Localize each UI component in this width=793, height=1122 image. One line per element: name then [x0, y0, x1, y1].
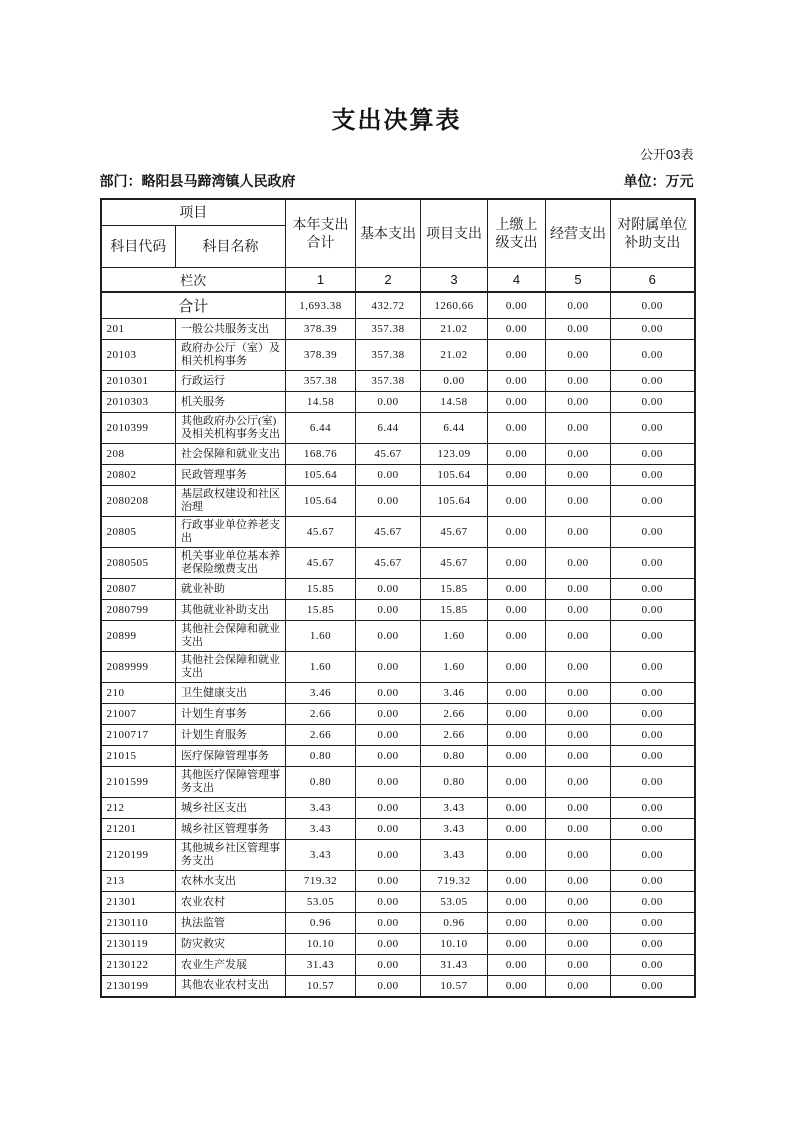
row-value-cell: 0.00	[546, 392, 611, 413]
row-value-cell: 0.00	[488, 798, 546, 819]
row-value-cell: 0.00	[488, 579, 546, 600]
row-value-cell: 0.00	[546, 517, 611, 548]
row-value-cell: 0.00	[546, 340, 611, 371]
row-value-cell: 3.43	[421, 798, 488, 819]
row-name-cell: 其他就业补助支出	[176, 600, 286, 621]
header-value-cell: 经营支出	[546, 199, 611, 267]
row-value-cell: 0.00	[546, 704, 611, 725]
header-code-cell: 科目代码	[101, 225, 176, 267]
table-row	[101, 704, 695, 725]
row-value-cell: 0.00	[356, 600, 421, 621]
table-row	[101, 444, 695, 465]
row-value-cell: 0.96	[421, 913, 488, 934]
row-code-cell: 2010301	[101, 371, 176, 392]
table-row	[101, 371, 695, 392]
row-value-cell: 105.64	[286, 486, 356, 517]
row-value-cell: 0.00	[488, 465, 546, 486]
rank-number-cell: 2	[356, 267, 421, 292]
rank-number-cell: 1	[286, 267, 356, 292]
header-name-cell: 科目名称	[176, 225, 286, 267]
row-value-cell: 0.00	[488, 600, 546, 621]
row-value-cell: 15.85	[421, 579, 488, 600]
row-value-cell: 0.00	[488, 392, 546, 413]
row-code-cell: 2080208	[101, 486, 176, 517]
row-value-cell: 0.00	[546, 621, 611, 652]
row-code-cell: 2130119	[101, 934, 176, 955]
row-code-cell: 2010399	[101, 413, 176, 444]
total-value-cell: 1260.66	[421, 292, 488, 319]
row-value-cell: 0.00	[488, 746, 546, 767]
row-value-cell: 3.46	[421, 683, 488, 704]
row-value-cell: 0.00	[356, 392, 421, 413]
row-value-cell: 0.00	[488, 976, 546, 997]
row-value-cell: 0.00	[546, 600, 611, 621]
table-row	[101, 486, 695, 517]
row-value-cell: 0.00	[546, 725, 611, 746]
row-value-cell: 31.43	[421, 955, 488, 976]
row-value-cell: 0.00	[546, 652, 611, 683]
row-name-cell: 其他医疗保障管理事务支出	[176, 767, 286, 798]
table-row	[101, 871, 695, 892]
row-name-cell: 民政管理事务	[176, 465, 286, 486]
row-code-cell: 2120199	[101, 840, 176, 871]
row-value-cell: 0.00	[611, 579, 695, 600]
row-value-cell: 0.00	[546, 444, 611, 465]
row-value-cell: 0.00	[356, 798, 421, 819]
row-value-cell: 31.43	[286, 955, 356, 976]
row-name-cell: 防灾救灾	[176, 934, 286, 955]
row-code-cell: 213	[101, 871, 176, 892]
row-code-cell: 212	[101, 798, 176, 819]
total-value-cell: 432.72	[356, 292, 421, 319]
row-value-cell: 0.80	[286, 746, 356, 767]
row-code-cell: 20103	[101, 340, 176, 371]
table-row	[101, 683, 695, 704]
row-value-cell: 0.00	[546, 955, 611, 976]
row-value-cell: 0.00	[488, 819, 546, 840]
total-value-cell: 0.00	[488, 292, 546, 319]
row-value-cell: 0.00	[488, 486, 546, 517]
row-code-cell: 208	[101, 444, 176, 465]
row-name-cell: 其他政府办公厅(室)及相关机构事务支出	[176, 413, 286, 444]
total-value-cell: 0.00	[546, 292, 611, 319]
row-value-cell: 0.00	[611, 548, 695, 579]
table-row	[101, 517, 695, 548]
row-value-cell: 0.00	[488, 683, 546, 704]
header-row-group	[101, 199, 695, 225]
row-code-cell: 21201	[101, 819, 176, 840]
table-row	[101, 465, 695, 486]
ranks-row	[101, 267, 695, 292]
row-value-cell: 0.00	[611, 913, 695, 934]
row-value-cell: 0.00	[611, 840, 695, 871]
row-value-cell: 21.02	[421, 319, 488, 340]
row-value-cell: 0.00	[546, 976, 611, 997]
row-code-cell: 2100717	[101, 725, 176, 746]
table-row	[101, 892, 695, 913]
row-value-cell: 0.00	[356, 621, 421, 652]
row-value-cell: 0.00	[611, 976, 695, 997]
row-value-cell: 0.00	[611, 517, 695, 548]
row-value-cell: 0.00	[356, 955, 421, 976]
row-value-cell: 15.85	[286, 579, 356, 600]
row-value-cell: 0.00	[611, 413, 695, 444]
row-value-cell: 0.00	[356, 767, 421, 798]
row-name-cell: 农林水支出	[176, 871, 286, 892]
row-value-cell: 0.00	[356, 913, 421, 934]
table-row	[101, 319, 695, 340]
row-value-cell: 0.00	[488, 840, 546, 871]
row-name-cell: 机关事业单位基本养老保险缴费支出	[176, 548, 286, 579]
row-value-cell: 0.80	[421, 746, 488, 767]
row-name-cell: 农业生产发展	[176, 955, 286, 976]
row-name-cell: 行政运行	[176, 371, 286, 392]
row-value-cell: 45.67	[421, 548, 488, 579]
unit-label: 单位：万元	[623, 173, 694, 189]
row-code-cell: 2130122	[101, 955, 176, 976]
row-value-cell: 0.00	[611, 683, 695, 704]
row-value-cell: 14.58	[421, 392, 488, 413]
row-name-cell: 其他社会保障和就业支出	[176, 652, 286, 683]
document-content	[100, 106, 694, 998]
row-value-cell: 0.00	[488, 725, 546, 746]
row-value-cell: 0.00	[546, 840, 611, 871]
row-value-cell: 0.00	[611, 746, 695, 767]
expenditure-table	[100, 198, 696, 998]
row-name-cell: 执法监管	[176, 913, 286, 934]
row-value-cell: 0.00	[356, 652, 421, 683]
row-value-cell: 0.00	[488, 319, 546, 340]
row-code-cell: 20802	[101, 465, 176, 486]
row-value-cell: 2.66	[286, 725, 356, 746]
department-label: 部门：略阳县马蹄湾镇人民政府	[99, 173, 296, 189]
row-value-cell: 0.00	[488, 444, 546, 465]
row-value-cell: 123.09	[421, 444, 488, 465]
row-value-cell: 14.58	[286, 392, 356, 413]
table-row	[101, 767, 695, 798]
row-code-cell: 20805	[101, 517, 176, 548]
row-value-cell: 0.00	[488, 652, 546, 683]
row-value-cell: 719.32	[421, 871, 488, 892]
row-value-cell: 6.44	[421, 413, 488, 444]
row-value-cell: 45.67	[356, 517, 421, 548]
row-value-cell: 3.43	[286, 798, 356, 819]
row-value-cell: 0.00	[611, 871, 695, 892]
row-value-cell: 2.66	[421, 704, 488, 725]
row-value-cell: 0.00	[488, 871, 546, 892]
row-code-cell: 2101599	[101, 767, 176, 798]
row-value-cell: 0.00	[356, 746, 421, 767]
table-row	[101, 976, 695, 997]
row-value-cell: 3.43	[286, 819, 356, 840]
row-name-cell: 一般公共服务支出	[176, 319, 286, 340]
row-value-cell: 0.00	[356, 725, 421, 746]
table-code-label: 公开03表	[640, 147, 694, 162]
table-row	[101, 392, 695, 413]
row-value-cell: 0.00	[488, 371, 546, 392]
row-value-cell: 168.76	[286, 444, 356, 465]
total-value-cell: 0.00	[611, 292, 695, 319]
meta-line	[100, 172, 694, 190]
row-value-cell: 0.00	[488, 621, 546, 652]
row-value-cell: 0.80	[286, 767, 356, 798]
table-row	[101, 934, 695, 955]
row-name-cell: 基层政权建设和社区治理	[176, 486, 286, 517]
row-value-cell: 10.10	[286, 934, 356, 955]
row-value-cell: 6.44	[356, 413, 421, 444]
row-code-cell: 210	[101, 683, 176, 704]
ranks-label-cell: 栏次	[101, 267, 286, 292]
total-row	[101, 292, 695, 319]
row-value-cell: 6.44	[286, 413, 356, 444]
row-name-cell: 其他社会保障和就业支出	[176, 621, 286, 652]
row-name-cell: 行政事业单位养老支出	[176, 517, 286, 548]
row-value-cell: 0.00	[611, 392, 695, 413]
table-row	[101, 579, 695, 600]
row-value-cell: 53.05	[286, 892, 356, 913]
header-value-cell: 对附属单位补助支出	[611, 199, 695, 267]
header-value-cell: 本年支出合计	[286, 199, 356, 267]
table-row	[101, 955, 695, 976]
row-value-cell: 0.00	[488, 517, 546, 548]
row-name-cell: 其他城乡社区管理事务支出	[176, 840, 286, 871]
row-code-cell: 201	[101, 319, 176, 340]
row-value-cell: 0.00	[488, 934, 546, 955]
row-value-cell: 357.38	[356, 319, 421, 340]
row-value-cell: 0.00	[356, 976, 421, 997]
row-value-cell: 0.00	[611, 600, 695, 621]
row-value-cell: 0.00	[546, 934, 611, 955]
row-value-cell: 0.00	[546, 871, 611, 892]
table-row	[101, 600, 695, 621]
row-value-cell: 0.00	[611, 955, 695, 976]
row-value-cell: 15.85	[421, 600, 488, 621]
row-value-cell: 1.60	[286, 652, 356, 683]
rank-number-cell: 4	[488, 267, 546, 292]
header-value-cell: 上缴上级支出	[488, 199, 546, 267]
row-value-cell: 378.39	[286, 319, 356, 340]
row-value-cell: 0.00	[356, 934, 421, 955]
table-row	[101, 621, 695, 652]
row-value-cell: 10.10	[421, 934, 488, 955]
row-value-cell: 0.00	[488, 413, 546, 444]
row-code-cell: 20807	[101, 579, 176, 600]
row-value-cell: 0.00	[356, 465, 421, 486]
row-code-cell: 2010303	[101, 392, 176, 413]
row-name-cell: 政府办公厅（室）及相关机构事务	[176, 340, 286, 371]
header-value-cell: 项目支出	[421, 199, 488, 267]
table-row	[101, 798, 695, 819]
row-value-cell: 3.43	[421, 819, 488, 840]
row-value-cell: 0.00	[611, 319, 695, 340]
page-title: 支出决算表	[331, 107, 462, 134]
total-label-cell: 合计	[101, 292, 286, 319]
row-code-cell: 21301	[101, 892, 176, 913]
row-value-cell: 105.64	[421, 486, 488, 517]
row-value-cell: 0.00	[611, 892, 695, 913]
row-value-cell: 3.43	[286, 840, 356, 871]
row-value-cell: 0.00	[546, 579, 611, 600]
row-value-cell: 0.00	[611, 725, 695, 746]
row-value-cell: 0.00	[421, 371, 488, 392]
row-value-cell: 0.00	[356, 892, 421, 913]
row-value-cell: 0.00	[546, 767, 611, 798]
table-row	[101, 840, 695, 871]
row-name-cell: 计划生育事务	[176, 704, 286, 725]
row-value-cell: 105.64	[421, 465, 488, 486]
row-value-cell: 1.60	[286, 621, 356, 652]
row-code-cell: 20899	[101, 621, 176, 652]
row-value-cell: 2.66	[421, 725, 488, 746]
row-name-cell: 城乡社区支出	[176, 798, 286, 819]
row-value-cell: 0.00	[488, 548, 546, 579]
row-value-cell: 0.00	[488, 913, 546, 934]
row-value-cell: 0.00	[611, 652, 695, 683]
row-value-cell: 10.57	[286, 976, 356, 997]
row-name-cell: 医疗保障管理事务	[176, 746, 286, 767]
row-value-cell: 0.00	[611, 465, 695, 486]
row-value-cell: 3.46	[286, 683, 356, 704]
row-name-cell: 机关服务	[176, 392, 286, 413]
row-value-cell: 0.00	[611, 934, 695, 955]
row-value-cell: 0.00	[546, 798, 611, 819]
row-value-cell: 0.00	[611, 486, 695, 517]
row-code-cell: 2130110	[101, 913, 176, 934]
row-value-cell: 0.00	[488, 340, 546, 371]
table-row	[101, 819, 695, 840]
row-value-cell: 0.96	[286, 913, 356, 934]
row-value-cell: 21.02	[421, 340, 488, 371]
row-value-cell: 0.00	[546, 913, 611, 934]
header-group-cell: 项目	[101, 199, 286, 225]
row-name-cell: 城乡社区管理事务	[176, 819, 286, 840]
row-name-cell: 农业农村	[176, 892, 286, 913]
row-value-cell: 0.00	[546, 319, 611, 340]
table-row	[101, 413, 695, 444]
rank-number-cell: 5	[546, 267, 611, 292]
row-value-cell: 45.67	[286, 548, 356, 579]
table-row	[101, 340, 695, 371]
row-name-cell: 计划生育服务	[176, 725, 286, 746]
row-value-cell: 0.00	[356, 840, 421, 871]
row-value-cell: 0.00	[611, 621, 695, 652]
row-value-cell: 0.80	[421, 767, 488, 798]
row-value-cell: 10.57	[421, 976, 488, 997]
row-value-cell: 45.67	[356, 444, 421, 465]
table-row	[101, 548, 695, 579]
row-value-cell: 1.60	[421, 652, 488, 683]
row-value-cell: 357.38	[356, 340, 421, 371]
rank-number-cell: 3	[421, 267, 488, 292]
row-value-cell: 0.00	[488, 955, 546, 976]
row-value-cell: 719.32	[286, 871, 356, 892]
rank-number-cell: 6	[611, 267, 695, 292]
row-value-cell: 0.00	[546, 683, 611, 704]
table-row	[101, 746, 695, 767]
row-value-cell: 0.00	[546, 371, 611, 392]
row-value-cell: 0.00	[356, 579, 421, 600]
row-value-cell: 378.39	[286, 340, 356, 371]
table-row	[101, 725, 695, 746]
total-value-cell: 1,693.38	[286, 292, 356, 319]
row-value-cell: 0.00	[611, 444, 695, 465]
row-value-cell: 357.38	[356, 371, 421, 392]
row-name-cell: 社会保障和就业支出	[176, 444, 286, 465]
row-value-cell: 1.60	[421, 621, 488, 652]
row-value-cell: 357.38	[286, 371, 356, 392]
row-code-cell: 2080505	[101, 548, 176, 579]
row-value-cell: 3.43	[421, 840, 488, 871]
row-value-cell: 45.67	[421, 517, 488, 548]
table-row	[101, 652, 695, 683]
row-value-cell: 15.85	[286, 600, 356, 621]
row-value-cell: 0.00	[356, 704, 421, 725]
header-value-cell: 基本支出	[356, 199, 421, 267]
row-value-cell: 0.00	[546, 465, 611, 486]
row-value-cell: 0.00	[546, 548, 611, 579]
row-value-cell: 0.00	[356, 819, 421, 840]
row-value-cell: 0.00	[356, 683, 421, 704]
row-value-cell: 0.00	[488, 892, 546, 913]
row-value-cell: 0.00	[611, 819, 695, 840]
row-value-cell: 0.00	[611, 704, 695, 725]
row-value-cell: 105.64	[286, 465, 356, 486]
row-value-cell: 45.67	[356, 548, 421, 579]
row-name-cell: 就业补助	[176, 579, 286, 600]
row-value-cell: 45.67	[286, 517, 356, 548]
row-code-cell: 21015	[101, 746, 176, 767]
row-value-cell: 0.00	[546, 819, 611, 840]
row-value-cell: 2.66	[286, 704, 356, 725]
row-name-cell: 卫生健康支出	[176, 683, 286, 704]
row-value-cell: 0.00	[611, 798, 695, 819]
row-value-cell: 0.00	[488, 704, 546, 725]
row-value-cell: 0.00	[611, 340, 695, 371]
row-value-cell: 53.05	[421, 892, 488, 913]
row-value-cell: 0.00	[611, 371, 695, 392]
row-value-cell: 0.00	[488, 767, 546, 798]
row-code-cell: 2080799	[101, 600, 176, 621]
row-value-cell: 0.00	[546, 746, 611, 767]
row-code-cell: 2130199	[101, 976, 176, 997]
row-value-cell: 0.00	[611, 767, 695, 798]
row-name-cell: 其他农业农村支出	[176, 976, 286, 997]
row-value-cell: 0.00	[546, 892, 611, 913]
row-value-cell: 0.00	[546, 486, 611, 517]
row-code-cell: 21007	[101, 704, 176, 725]
row-value-cell: 0.00	[356, 871, 421, 892]
row-code-cell: 2089999	[101, 652, 176, 683]
row-value-cell: 0.00	[356, 486, 421, 517]
table-row	[101, 913, 695, 934]
row-value-cell: 0.00	[546, 413, 611, 444]
